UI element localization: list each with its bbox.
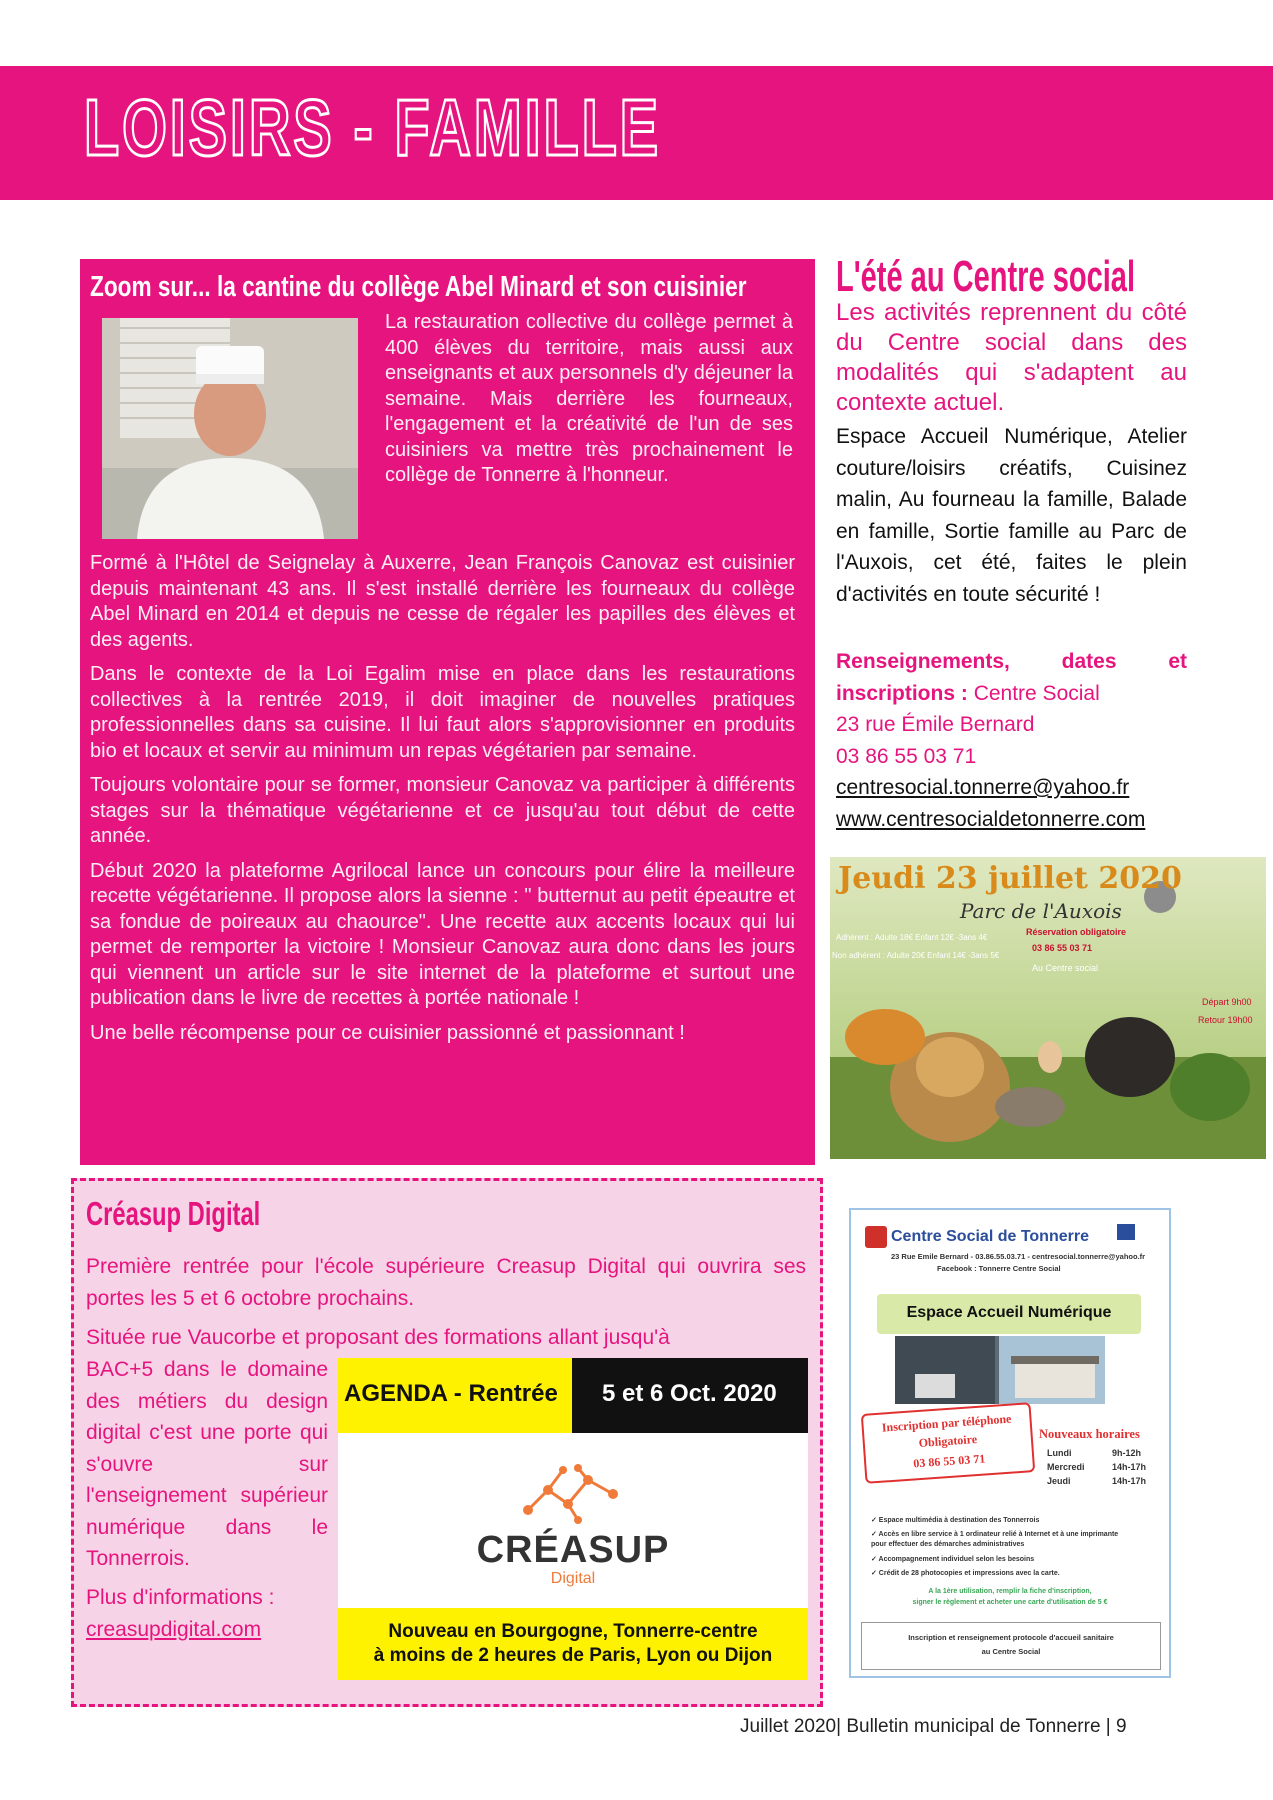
inscription-line: Inscription par téléphone xyxy=(881,1411,1012,1435)
checklist-item: ✓ Accès en libre service à 1 ordinateur relié à Internet et à une imprimante xyxy=(871,1531,1119,1538)
partner-logo-icon xyxy=(1117,1224,1135,1240)
agenda-label-box xyxy=(338,1358,572,1433)
agenda-footer-line: Nouveau en Bourgogne, Tonnerre-centre xyxy=(388,1621,758,1642)
flyer-title: Centre Social de Tonnerre xyxy=(891,1228,1089,1245)
section-title: LOISIRS - FAMILLE xyxy=(84,83,661,172)
horaire-row xyxy=(1047,1462,1147,1472)
cantine-intro: La restauration collective du collège permet à 400 élèves du territoire, mais aussi aux enseignants et aux personnels d'y déjeuner la semaine. Mais derrière les fourneaux, l'engagement et la créativité de l'un de ses cuisiniers va mettre très prochainement le collège de Tonnerre à l'honneur. xyxy=(385,311,793,486)
chef-photo xyxy=(102,318,358,539)
creasup-more-info xyxy=(86,1582,328,1645)
espace-numerique-flyer xyxy=(849,1208,1171,1678)
flyer-address: 23 Rue Emile Bernard - 03.86.55.03.71 - centresocial.tonnerre@yahoo.fr xyxy=(891,1252,1146,1261)
creasup-paragraph: Première rentrée pour l'école supérieure Creasup Digital qui ouvrira ses portes les 5 et 6 octobre prochains. xyxy=(86,1255,806,1310)
horaire-day: Jeudi xyxy=(1047,1476,1071,1486)
flyer-banner xyxy=(877,1294,1141,1334)
horaires-title: Nouveaux horaires xyxy=(1039,1427,1140,1441)
flyer-banner-text: Espace Accueil Numérique xyxy=(906,1304,1112,1321)
contact-name: Centre Social xyxy=(967,681,1100,705)
cantine-paragraphs xyxy=(90,551,795,1055)
cantine-paragraph: Toujours volontaire pour se former, monsieur Canovaz va participer à différents stages sur la thématique végétarienne et ce jusqu'au tout début de cette année. xyxy=(90,774,795,847)
cantine-title: Zoom sur... la cantine du collège Abel Minard et son cuisinier xyxy=(90,271,747,303)
contact-label-2: inscriptions : xyxy=(836,681,968,705)
creasup-more-info-label: Plus d'informations : xyxy=(86,1586,275,1609)
contact-phone: 03 86 55 03 71 xyxy=(836,744,977,768)
poster-retour: Retour 19h00 xyxy=(1198,1015,1253,1025)
poster-depart: Départ 9h00 xyxy=(1202,997,1252,1007)
inscription-line: Obligatoire xyxy=(918,1431,978,1451)
parc-auxois-poster xyxy=(830,857,1266,1159)
checklist-item: pour effectuer des démarches administratives xyxy=(871,1541,1025,1548)
agenda-card xyxy=(338,1358,808,1680)
contact-label-1: Renseignements, dates et xyxy=(836,650,1187,673)
poster-reservation: Réservation obligatoire xyxy=(1026,927,1127,937)
poster-phone: 03 86 55 03 71 xyxy=(1032,943,1093,953)
agenda-label: AGENDA - Rentrée xyxy=(344,1380,558,1407)
checklist-item: ✓ Espace multimédia à destination des Tonnerrois xyxy=(871,1517,1040,1524)
inscription-phone: 03 86 55 03 71 xyxy=(912,1451,986,1471)
contact-website-link[interactable]: www.centresocialdetonnerre.com xyxy=(836,807,1146,831)
cantine-article xyxy=(80,259,815,1165)
creasup-title: Créasup Digital xyxy=(86,1195,261,1232)
agenda-footer xyxy=(338,1608,808,1680)
horaire-time: 9h-12h xyxy=(1112,1448,1142,1458)
horaire-time: 14h-17h xyxy=(1112,1476,1147,1486)
centre-social-contact xyxy=(836,646,1187,835)
horaire-time: 14h-17h xyxy=(1112,1462,1147,1472)
flyer-note: A la 1ère utilisation, remplir la fiche d'inscription, xyxy=(928,1588,1092,1595)
centre-social-title: L'été au Centre social xyxy=(836,252,1136,301)
contact-address: 23 rue Émile Bernard xyxy=(836,713,1035,736)
creasup-logo-text: CRÉASUP xyxy=(476,1529,670,1571)
centre-social-logo-icon xyxy=(865,1226,887,1248)
creasup-website-link[interactable]: creasupdigital.com xyxy=(86,1617,262,1641)
flyer-facebook: Facebook : Tonnerre Centre Social xyxy=(937,1264,1061,1273)
poster-non-adherent: Non adhérent : Adulte 20€ Enfant 14€ -3ans 5€ xyxy=(832,951,1000,960)
flyer-footer xyxy=(861,1622,1161,1670)
creasup-logo-sub: Digital xyxy=(550,1570,596,1587)
horaire-day: Lundi xyxy=(1047,1448,1072,1458)
contact-email-link[interactable]: centresocial.tonnerre@yahoo.fr xyxy=(836,776,1130,799)
centre-social-lead: Les activités reprennent du côté du Centre social dans des modalités qui s'adaptent au contexte actuel. xyxy=(836,299,1187,416)
centre-social-body: Espace Accueil Numérique, Atelier couture/loisirs créatifs, Cuisinez malin, Au fourneau la famille, Balade en famille, Sortie famille au Parc de l'Auxois, cet été, faites le plein d'activités en toute sécurité ! xyxy=(836,425,1187,606)
inscription-box xyxy=(861,1402,1035,1484)
cantine-paragraph: Une belle récompense pour ce cuisinier passionné et passionnant ! xyxy=(90,1021,685,1044)
horaire-day: Mercredi xyxy=(1047,1462,1085,1472)
poster-adherent: Adhérent : Adulte 18€ Enfant 12€ -3ans 4€ xyxy=(836,933,988,942)
creasup-article xyxy=(71,1178,823,1707)
creasup-paragraph: BAC+5 dans le domaine des métiers du design digital c'est une porte qui s'ouvre sur l'enseignement supérieur numérique dans le Tonnerrois. xyxy=(86,1358,328,1570)
agenda-footer-line: à moins de 2 heures de Paris, Lyon ou Dijon xyxy=(373,1645,773,1666)
flyer-footer-line: au Centre Social xyxy=(981,1647,1041,1656)
page-footer: Juillet 2020| Bulletin municipal de Tonnerre | 9 xyxy=(740,1716,1127,1737)
agenda-footer-text xyxy=(338,1620,808,1668)
creasup-paragraph: Située rue Vaucorbe et proposant des formations allant jusqu'à xyxy=(86,1326,670,1349)
agenda-dates-box xyxy=(572,1358,808,1433)
poster-date: Jeudi 23 juillet 2020 xyxy=(838,861,1182,896)
cantine-paragraph: Début 2020 la plateforme Agrilocal lance un concours pour élire la meilleure recette végétarienne. Il propose alors la sienne : " butternut au petit épeautre et sa fondue de poireaux au chaource". Une recette aux accents locaux qui lui permet de remporter la victoire ! Monsieur Canovaz aura donc dans les jours qui viennent un article sur le site internet de la plateforme et surtout une publication dans le livre de recettes à portée nationale ! xyxy=(90,859,795,1009)
flyer-photo xyxy=(895,1336,1105,1404)
flyer-note: signer le règlement et acheter une carte d'utilisation de 5 € xyxy=(912,1599,1108,1606)
horaire-row xyxy=(1047,1448,1142,1458)
poster-place: Parc de l'Auxois xyxy=(960,899,1122,923)
agenda-dates: 5 et 6 Oct. 2020 xyxy=(602,1380,777,1407)
horaire-row xyxy=(1047,1476,1147,1486)
checklist-item: ✓ Crédit de 28 photocopies et impressions avec la carte. xyxy=(871,1570,1060,1577)
cantine-paragraph: Formé à l'Hôtel de Seignelay à Auxerre, Jean François Canovaz est cuisinier depuis maintenant 43 ans. Il s'est installé derrière les fourneaux du collège Abel Minard en 2014 et depuis ne cesse de régaler les papilles des élèves et des agents. xyxy=(90,552,795,651)
checklist-item: ✓ Accompagnement individuel selon les besoins xyxy=(871,1556,1035,1563)
creasup-logo-icon xyxy=(518,1460,628,1524)
poster-location: Au Centre social xyxy=(1032,963,1099,973)
flyer-footer-line: Inscription et renseignement protocole d'accueil sanitaire xyxy=(908,1633,1114,1642)
cantine-paragraph: Dans le contexte de la Loi Egalim mise en place dans les restaurations collectives à la rentrée 2019, il doit imaginer de nouvelles pratiques professionnelles dans sa cuisine. Il lui faut alors s'approvisionner en produits bio et locaux et servir au minimum un repas végétarien par semaine. xyxy=(90,663,795,762)
